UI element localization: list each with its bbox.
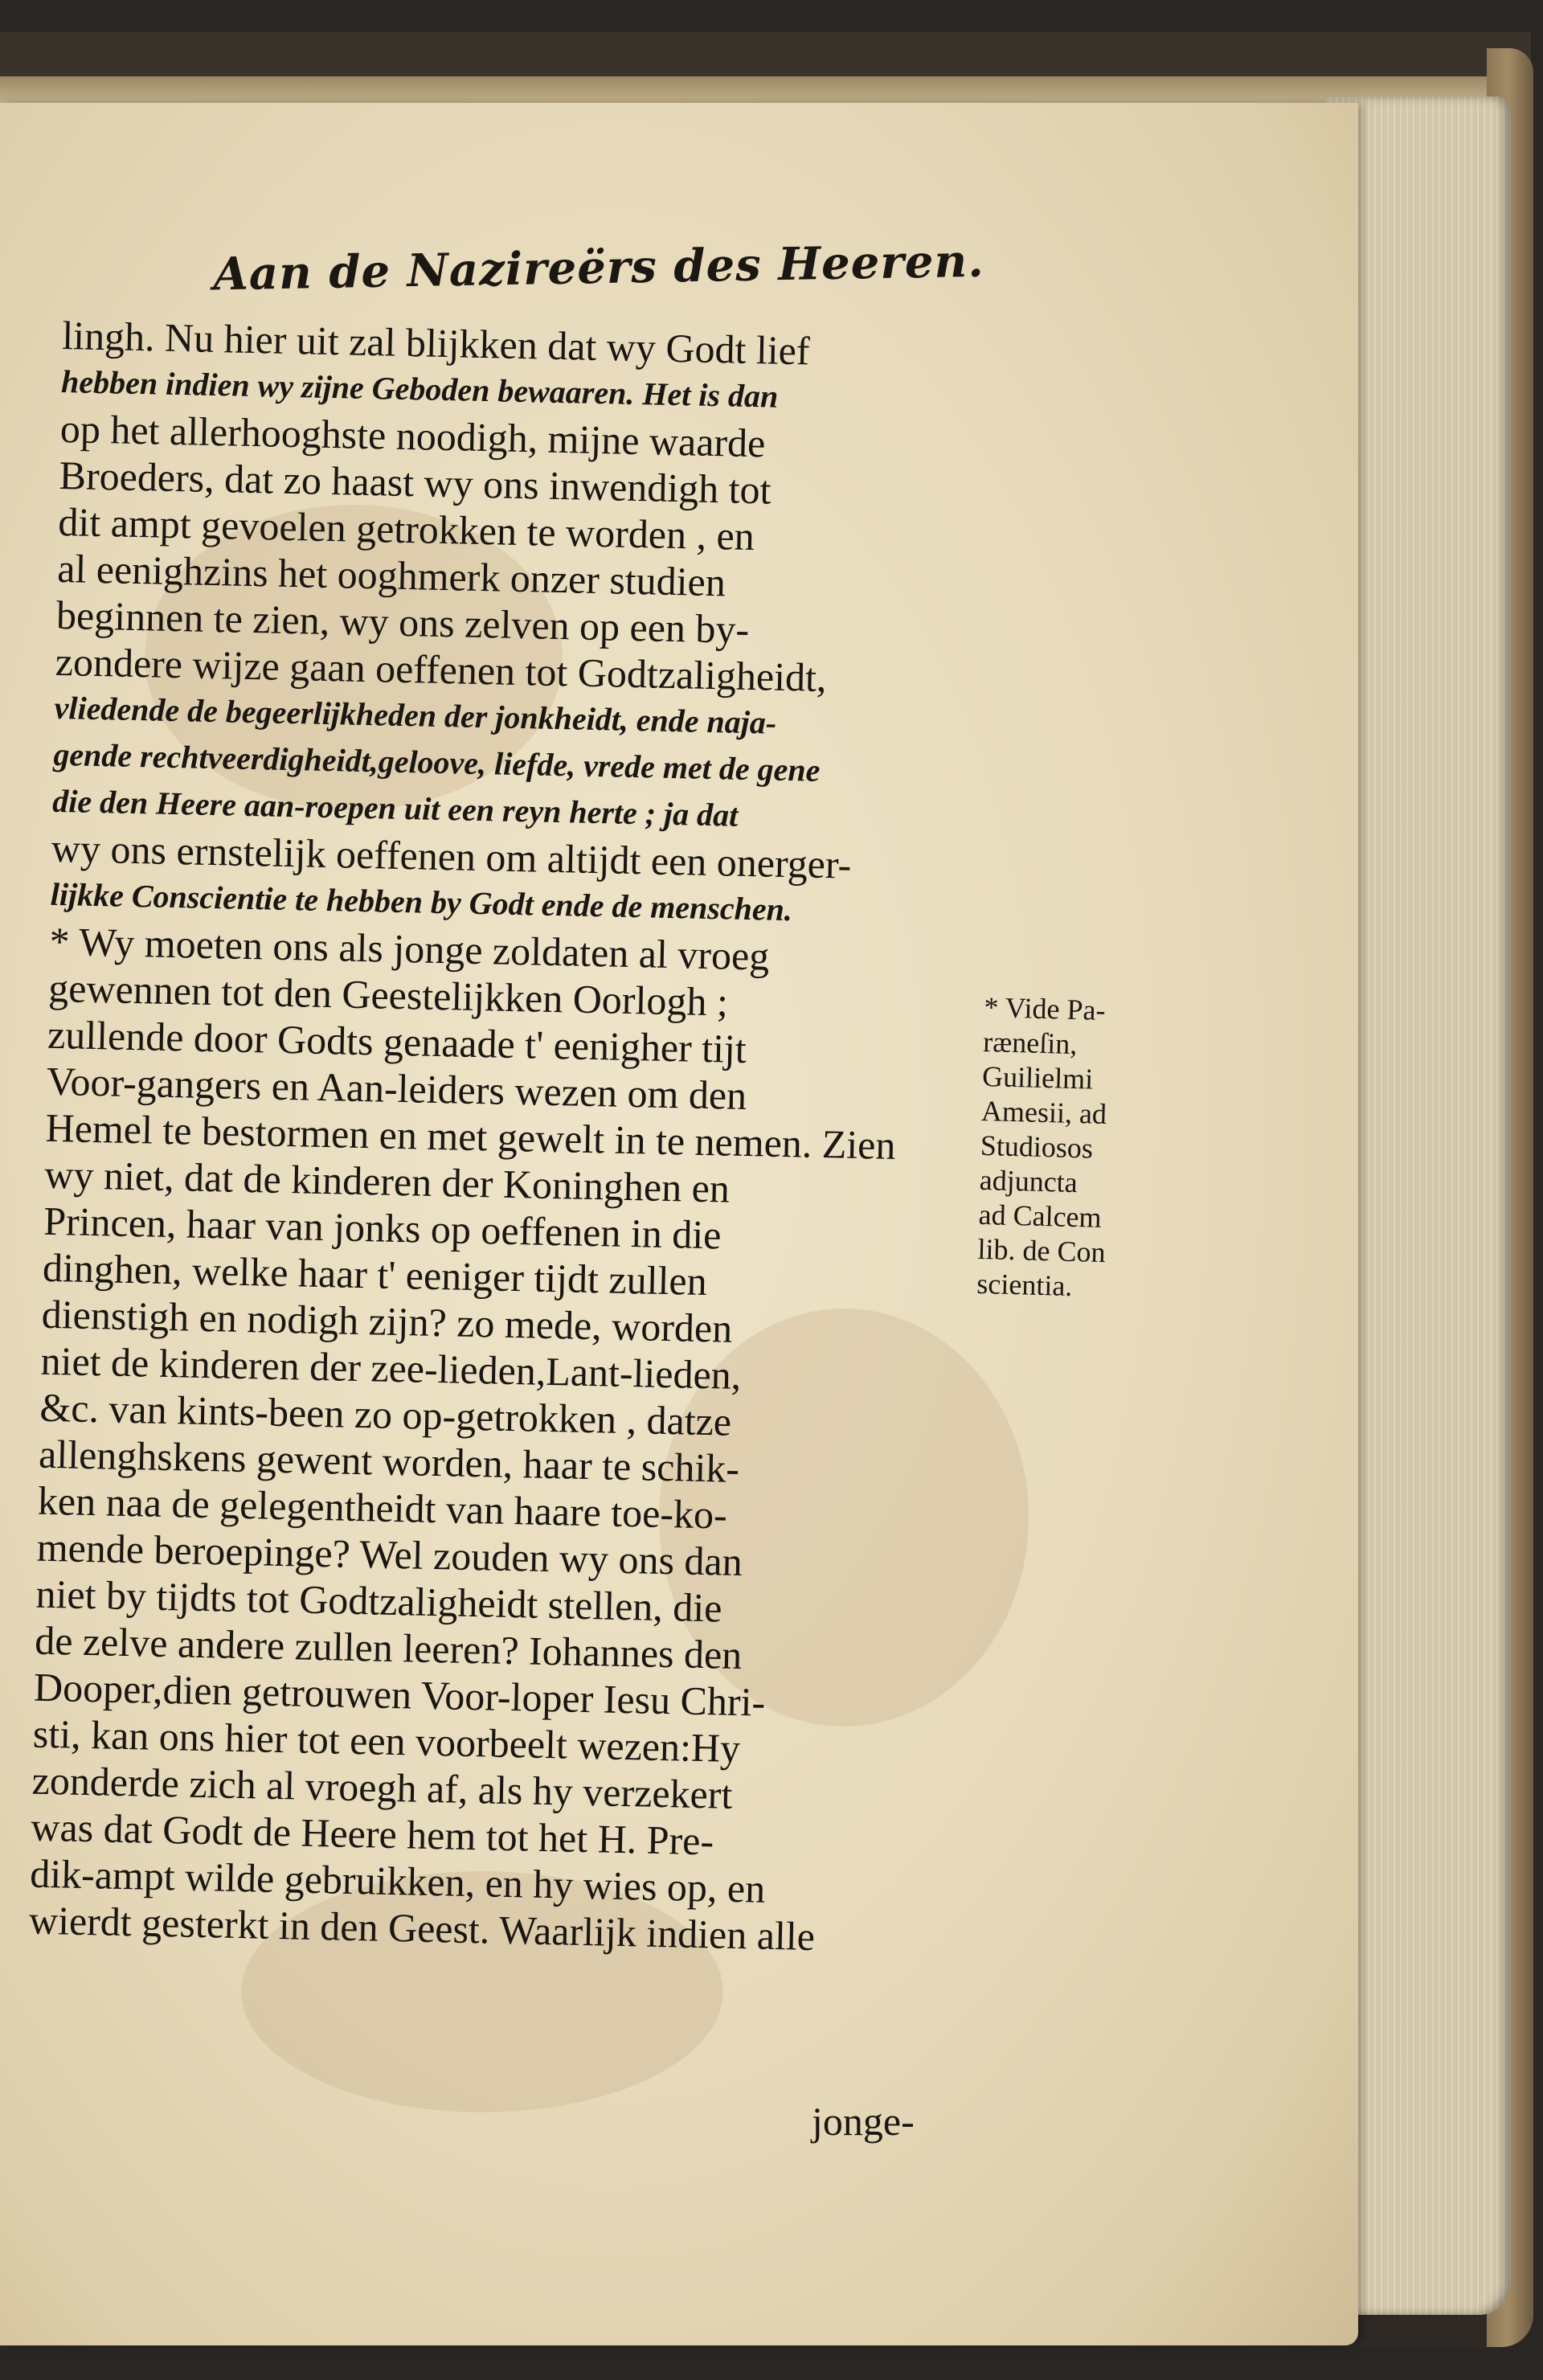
text-line: dinghen, welke haar t' eeniger tijdt zullen (42, 1244, 708, 1305)
margin-note-line: adjuncta (979, 1163, 1078, 1199)
text-line: zondere wijze gaan oeffenen tot Godtzaligheidt, (55, 638, 828, 700)
text-line: * Wy moeten ons als jonge zoldaten al vroeg (49, 918, 770, 979)
text-line: Dooper,dien getrouwen Voor-loper Iesu Chri- (33, 1664, 766, 1725)
text-line: wy niet, dat de kinderen der Koninghen en (43, 1151, 731, 1211)
margin-note-line: Studiosos (980, 1129, 1094, 1165)
margin-note-line: Guilielmi (981, 1059, 1094, 1096)
margin-note-line: Amesii, ad (980, 1094, 1107, 1131)
text-line: ken naa de gelegentheidt van haare toe-ko- (37, 1477, 728, 1538)
text-line: die den Heere aan-roepen uit een reyn herte ; ja dat (51, 782, 739, 834)
text-line: was dat Godt de Heere hem tot het H. Pre- (30, 1804, 714, 1864)
margin-note (976, 990, 1193, 1307)
text-line: hebben indien wy zijne Geboden bewaaren. Het is dan (60, 363, 779, 415)
text-line: Voor-gangers en Aan-leiders wezen om den (46, 1058, 747, 1119)
text-line: gewennen tot den Geestelijkken Oorlogh ; (47, 965, 729, 1025)
text-line: lijkke Conscientie te hebben by Godt ende de menschen. (50, 875, 793, 928)
body-text (28, 312, 994, 1963)
catchword: jonge- (812, 2099, 915, 2144)
text-line: zonderde zich al vroegh af, als hy verzekert (31, 1757, 733, 1817)
margin-note-line: ad Calcem (978, 1198, 1103, 1234)
margin-note-line: scientia. (976, 1267, 1073, 1302)
text-line: niet de kinderen der zee-lieden,Lant-lieden, (40, 1337, 742, 1398)
text-line: allenghskens gewent worden, haar te schik- (38, 1431, 740, 1491)
text-line: de zelve andere zullen leeren? Iohannes den (34, 1617, 743, 1678)
text-line: dienstigh en nodigh zijn? zo mede, worden (41, 1291, 733, 1351)
text-line: vliedende de begeerlijkheden der jonkheidt, ende naja- (54, 689, 777, 741)
text-line: &c. van kints-been zo op-getrokken , datze (39, 1384, 732, 1444)
text-line: dik-ampt wilde gebruikken, en hy wies op, en (29, 1850, 766, 1911)
text-line: dit ampt gevoelen getrokken te worden , en (57, 498, 755, 559)
text-line: zullende door Godts genaade t' eenigher tijt (47, 1011, 747, 1072)
text-line: lingh. Nu hier uit zal blijkken dat wy Godt lief (61, 312, 811, 374)
text-line: Broeders, dat zo haast wy ons inwendigh tot (59, 452, 772, 513)
margin-note-line: ræneſin, (982, 1025, 1078, 1061)
text-line: mende beroepinge? Wel zouden wy ons dan (36, 1524, 743, 1585)
running-header: Aan de Nazireërs des Heeren. (212, 234, 985, 301)
text-line: wy ons ernstelijk oeffenen om altijdt een onerger- (51, 825, 852, 887)
text-line: Princen, haar van jonks op oeffenen in die (43, 1198, 722, 1258)
margin-note-line: lib. de Con (977, 1232, 1107, 1269)
text-line: op het allerhooghste noodigh, mijne waarde (59, 405, 766, 466)
text-line: beginnen te zien, wy ons zelven op een by- (55, 592, 750, 652)
margin-note-line: * Vide Pa- (983, 990, 1107, 1026)
text-line: wierdt gesterkt in den Geest. Waarlijk indien alle (28, 1897, 816, 1960)
text-line: sti, kan ons hier tot een voorbeelt wezen:Hy (32, 1710, 741, 1772)
text-line: Hemel te bestormen en met gewelt in te nemen. Zien (45, 1104, 897, 1168)
text-line: gende rechtveerdigheidt,geloove, liefde, vrede met de gene (52, 735, 821, 789)
text-line: niet by tijdts tot Godtzaligheidt stellen, die (35, 1571, 723, 1631)
text-line: al eenighzins het ooghmerk onzer studien (56, 545, 726, 605)
